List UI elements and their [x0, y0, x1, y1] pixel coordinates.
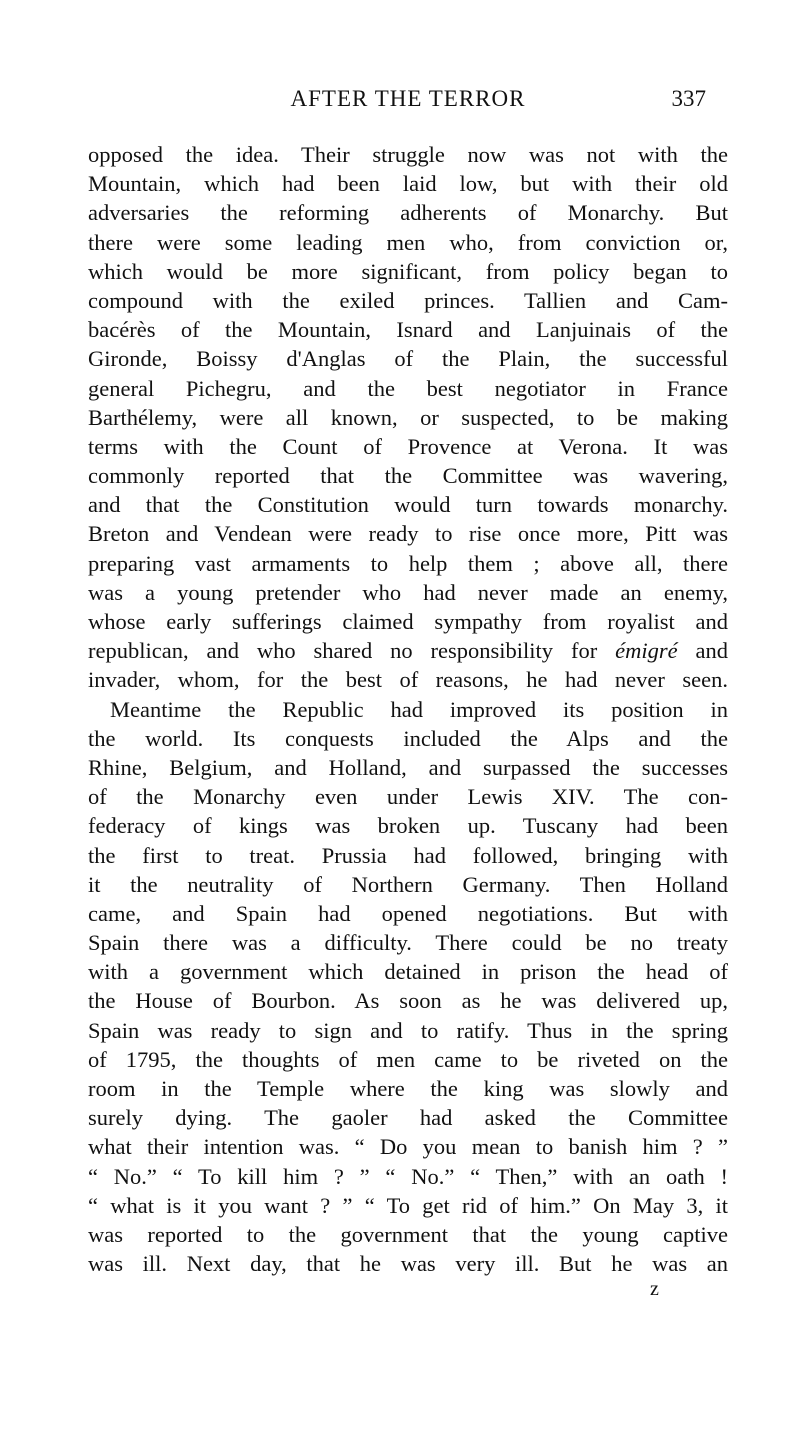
- text-line: invader, whom, for the best of reasons, he had never seen.: [88, 667, 728, 693]
- text-line: compound with the exiled princes. Tallien and Cam-: [88, 287, 728, 313]
- paragraph: [88, 695, 728, 1279]
- text-line: Mountain, which had been laid low, but with their old: [88, 171, 728, 197]
- text-line: opposed the idea. Their struggle now was not with the: [88, 142, 728, 167]
- text-line: [88, 636, 728, 665]
- text-line: Meantime the Republic had improved its position in: [110, 696, 728, 722]
- text-line: federacy of kings was broken up. Tuscany had been: [88, 813, 728, 839]
- page-number: 337: [671, 86, 706, 111]
- text-span: republican, and who shared no responsibility for: [88, 638, 616, 664]
- running-title: AFTER THE TERROR: [290, 86, 526, 111]
- text-line: “ No.” “ To kill him ? ” “ No.” “ Then,” with an oath !: [88, 1163, 728, 1189]
- text-line: preparing vast armaments to help them ; above all, there: [88, 550, 728, 576]
- text-line: Barthélemy, were all known, or suspected, to be making: [88, 404, 728, 430]
- text-line: Gironde, Boissy d'Anglas of the Plain, the successful: [88, 346, 728, 372]
- text-line: was a young pretender who had never made an enemy,: [88, 579, 728, 605]
- text-span: and: [677, 638, 728, 664]
- text-line: it the neutrality of Northern Germany. Then Holland: [88, 871, 728, 897]
- text-line: Spain was ready to sign and to ratify. Thus in the spring: [88, 1017, 728, 1043]
- text-line: there were some leading men who, from conviction or,: [88, 229, 728, 255]
- text-line: which would be more significant, from policy began to: [88, 258, 728, 284]
- text-line: surely dying. The gaoler had asked the Committee: [88, 1105, 728, 1131]
- text-line: whose early sufferings claimed sympathy from royalist and: [88, 609, 728, 634]
- text-line: came, and Spain had opened negotiations. But with: [88, 900, 728, 926]
- body-text: [88, 140, 728, 1278]
- text-line: adversaries the reforming adherents of Monarchy. But: [88, 200, 728, 226]
- signature-mark: z: [650, 1278, 659, 1300]
- text-line: was reported to the government that the young captive: [88, 1221, 728, 1247]
- text-line: of the Monarchy even under Lewis XIV. The con-: [88, 784, 728, 810]
- text-line: Spain there was a difficulty. There could be no treaty: [88, 930, 728, 956]
- text-line: the world. Its conquests included the Alps and the: [88, 725, 728, 751]
- text-line: the House of Bourbon. As soon as he was delivered up,: [88, 988, 728, 1014]
- text-line: Breton and Vendean were ready to rise once more, Pitt was: [88, 521, 728, 547]
- text-line: terms with the Count of Provence at Verona. It was: [88, 433, 728, 459]
- text-line: what their intention was. “ Do you mean to banish him ? ”: [88, 1134, 728, 1160]
- text-line: and that the Constitution would turn towards monarchy.: [88, 492, 728, 518]
- text-line: the first to treat. Prussia had followed, bringing with: [88, 842, 728, 868]
- text-line: “ what is it you want ? ” “ To get rid of him.” On May 3, it: [88, 1192, 728, 1218]
- text-line: general Pichegru, and the best negotiator in France: [88, 375, 728, 401]
- text-line: Rhine, Belgium, and Holland, and surpassed the successes: [88, 754, 728, 780]
- italic-word: émigré: [615, 638, 678, 664]
- page-header: [88, 86, 728, 116]
- text-line: room in the Temple where the king was slowly and: [88, 1076, 728, 1101]
- text-line: bacérès of the Mountain, Isnard and Lanjuinais of the: [88, 317, 728, 343]
- text-line: with a government which detained in prison the head of: [88, 959, 728, 985]
- text-line: was ill. Next day, that he was very ill. But he was an: [88, 1251, 728, 1277]
- text-line: of 1795, the thoughts of men came to be riveted on the: [88, 1046, 728, 1072]
- paragraph: [88, 140, 728, 695]
- text-line: commonly reported that the Committee was wavering,: [88, 463, 728, 489]
